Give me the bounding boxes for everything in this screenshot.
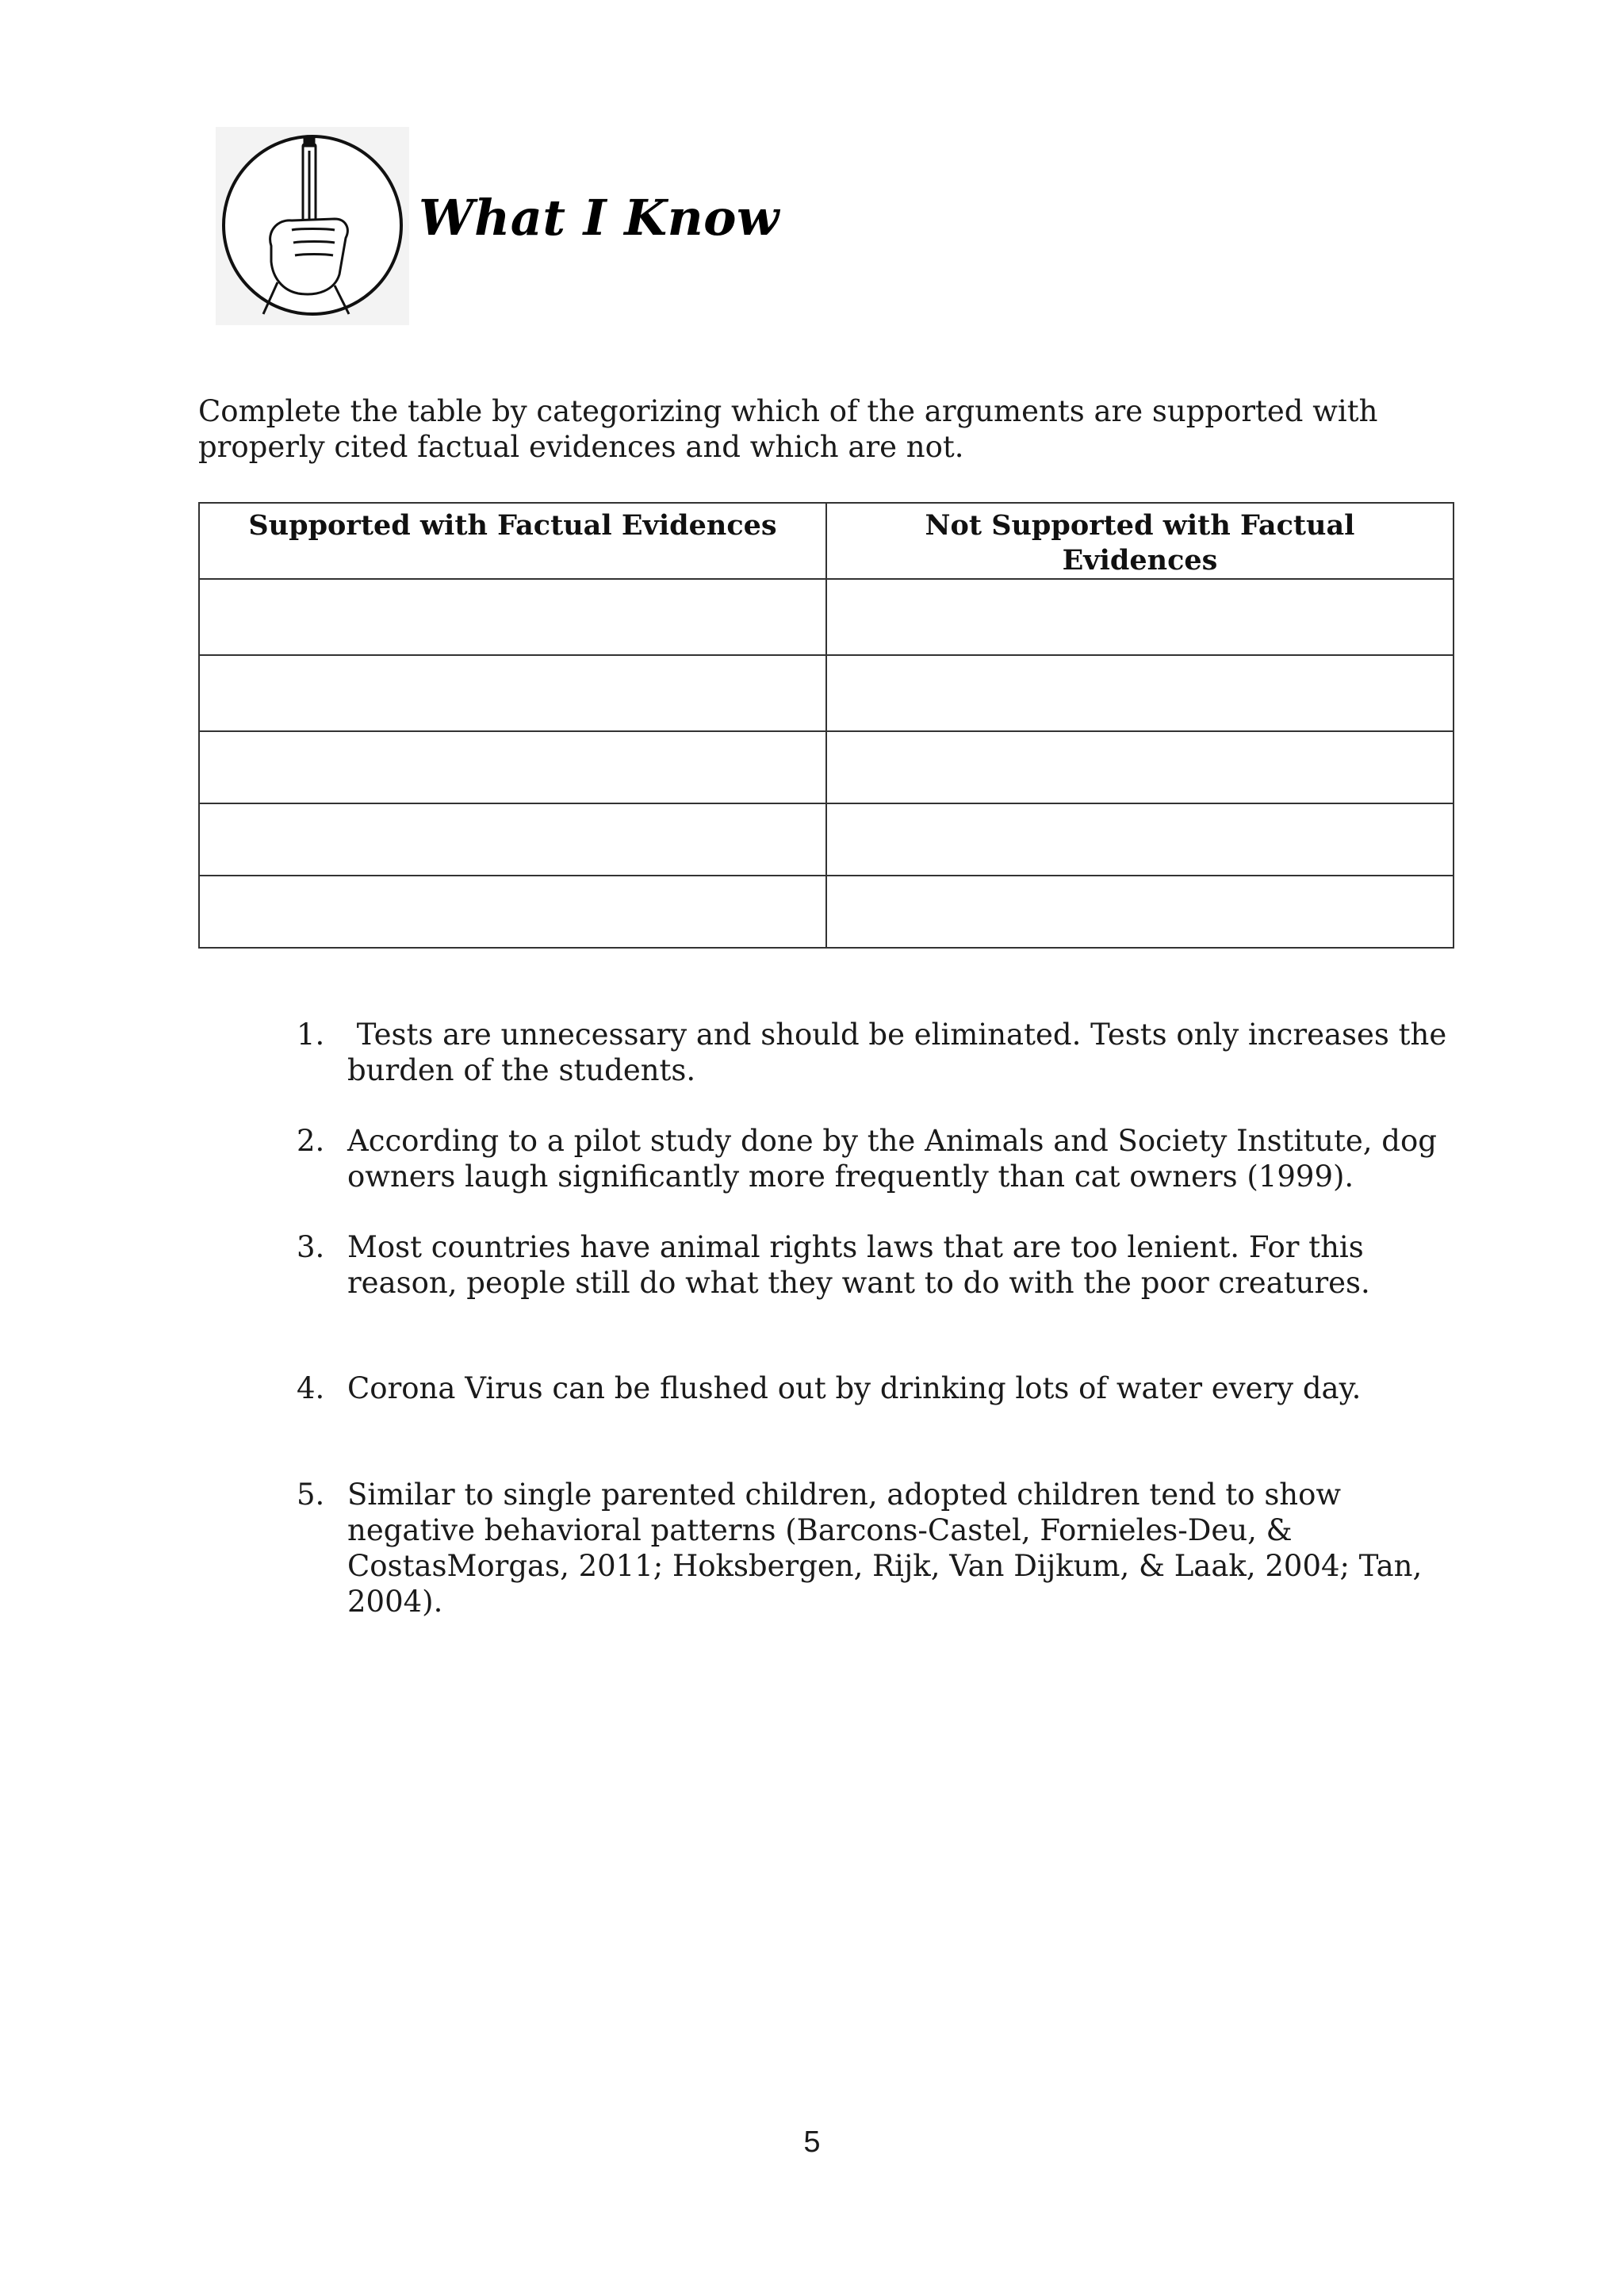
table-row [199,803,1454,876]
not-supported-answer-cell[interactable] [826,655,1454,731]
not-supported-answer-cell[interactable] [826,876,1454,948]
section-title: What I Know [419,189,779,247]
table-row [199,579,1454,655]
item-number: 3. [297,1230,325,1264]
categorization-table [198,502,1454,949]
argument-text: Corona Virus can be flushed out by drinking lots of water every day. [347,1371,1362,1405]
supported-answer-cell[interactable] [199,655,826,731]
supported-answer-cell[interactable] [199,731,826,803]
supported-answer-cell[interactable] [199,803,826,876]
not-supported-answer-cell[interactable] [826,803,1454,876]
not-supported-answer-cell[interactable] [826,731,1454,803]
argument-text: Most countries have animal rights laws that are too lenient. For this reason, people still do what they want to do with the poor creatures. [347,1230,1370,1300]
table-row [199,876,1454,948]
item-number: 4. [297,1371,325,1405]
argument-text: Similar to single parented children, adopted children tend to show negative behavioral patterns (Barcons-Castel, Fornieles-Deu, & CostasMorgas, 2011; Hoksbergen, Rijk, Van Dijkum, & Laak, 2004; Tan, 2004). [347,1478,1423,1619]
table-header-row [199,503,1454,579]
instructions-text: Complete the table by categorizing which of the arguments are supported with properly cited factual evidences and which are not. [198,394,1378,464]
page-number: 5 [803,2125,821,2159]
argument-text: According to a pilot study done by the Animals and Society Institute, dog owners laugh significantly more frequently than cat owners (1999). [347,1124,1437,1194]
not-supported-answer-cell[interactable] [826,579,1454,655]
table-row [199,731,1454,803]
item-number: 2. [297,1124,325,1158]
supported-answer-cell[interactable] [199,579,826,655]
header-supported: Supported with Factual Evidences [199,503,826,579]
item-number: 5. [297,1478,325,1512]
supported-answer-cell[interactable] [199,876,826,948]
item-number: 1. [297,1018,325,1052]
header-not-supported: Not Supported with Factual Evidences [826,503,1454,579]
hand-holding-pencil-icon [216,127,409,325]
table-row [199,655,1454,731]
argument-text: Tests are unnecessary and should be eliminated. Tests only increases the burden of the students. [347,1018,1457,1087]
